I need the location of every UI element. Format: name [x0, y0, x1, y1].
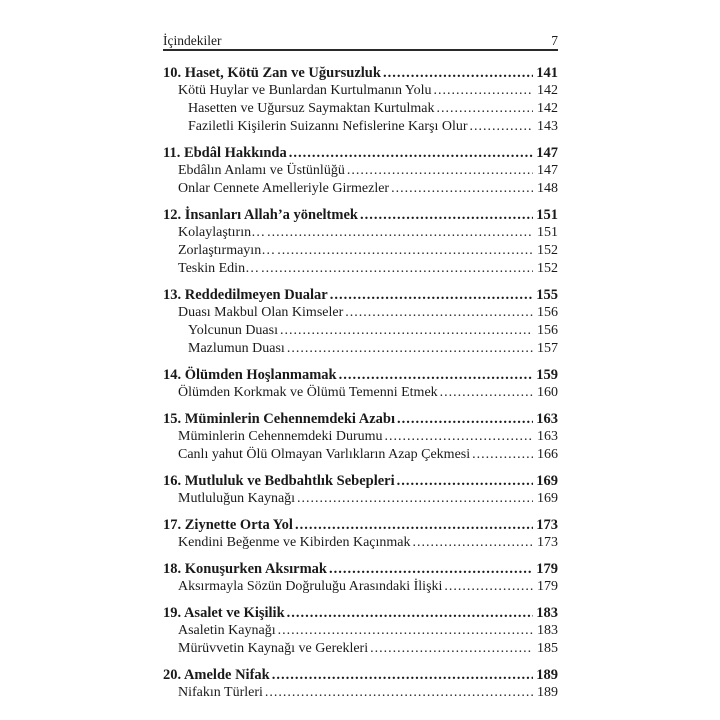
toc-entry-page: 142 [537, 101, 558, 116]
toc-entry [163, 304, 558, 322]
toc-entry [163, 640, 558, 658]
toc-entry [163, 666, 558, 684]
dot-leader [295, 516, 533, 534]
toc-entry [163, 446, 558, 464]
toc-entry-label: Teskin Edin… [178, 261, 260, 276]
toc-entry-label: 13. Reddedilmeyen Dualar [163, 287, 328, 303]
toc-entry-label: 14. Ölümden Hoşlanmamak [163, 367, 337, 383]
dot-leader [272, 666, 533, 684]
toc-entry-label: 17. Ziynette Orta Yol [163, 517, 293, 533]
toc-entry [163, 206, 558, 224]
toc-entry [163, 118, 558, 136]
dot-leader [280, 322, 533, 340]
toc-entry [163, 534, 558, 552]
toc-entry-page: 156 [537, 323, 558, 338]
dot-leader [330, 286, 533, 304]
toc-entry [163, 100, 558, 118]
dot-leader [472, 446, 533, 464]
dot-leader [287, 604, 533, 622]
dot-leader [261, 260, 533, 278]
dot-leader [278, 622, 533, 640]
toc-entry-label: Zorlaştırmayın… [178, 243, 276, 258]
toc-entry-page: 166 [537, 447, 558, 462]
toc-entry-page: 163 [537, 429, 558, 444]
toc-entry [163, 82, 558, 100]
dot-leader [277, 242, 533, 260]
dot-leader [297, 490, 533, 508]
toc-entry-page: 185 [537, 641, 558, 656]
dot-leader [434, 82, 533, 100]
toc-entry-page: 179 [536, 561, 558, 577]
toc-entry-label: 18. Konuşurken Aksırmak [163, 561, 327, 577]
toc-entry-label: Kolaylaştırın… [178, 225, 266, 240]
toc-entry-page: 169 [537, 491, 558, 506]
dot-leader [470, 118, 533, 136]
toc-entry [163, 622, 558, 640]
toc-entry-page: 183 [536, 605, 558, 621]
toc-entry-page: 189 [537, 685, 558, 700]
dot-leader [329, 560, 533, 578]
toc-entry-label: 19. Asalet ve Kişilik [163, 605, 285, 621]
toc-entry-page: 169 [536, 473, 558, 489]
toc-entry [163, 366, 558, 384]
toc-entry-page: 173 [536, 517, 558, 533]
toc-entry-page: 148 [537, 181, 558, 196]
toc-entry-page: 155 [536, 287, 558, 303]
toc-entry-page: 143 [537, 119, 558, 134]
toc-entry [163, 578, 558, 596]
toc-entry-label: Canlı yahut Ölü Olmayan Varlıkların Azap Çekmesi [178, 447, 471, 462]
toc-entry-label: Ebdâlın Anlamı ve Üstünlüğü [178, 163, 345, 178]
toc-entry-page: 179 [537, 579, 558, 594]
toc-entry-page: 173 [537, 535, 558, 550]
toc-entry-page: 147 [537, 163, 558, 178]
toc-entry [163, 64, 558, 82]
toc-entry-label: 15. Müminlerin Cehennemdeki Azabı [163, 411, 396, 427]
toc-entry-label: Mazlumun Duası [188, 341, 285, 356]
toc-entry-page: 159 [536, 367, 558, 383]
toc-entry-label: Faziletli Kişilerin Suizannı Nefislerine Karşı Olur [188, 119, 468, 134]
toc-entry [163, 516, 558, 534]
dot-leader [347, 162, 533, 180]
toc-entry [163, 242, 558, 260]
toc-entry-page: 183 [537, 623, 558, 638]
dot-leader [385, 428, 533, 446]
toc-entry-label: 11. Ebdâl Hakkında [163, 145, 287, 161]
toc-entry-label: Aksırmayla Sözün Doğruluğu Arasındaki İlişki [178, 579, 443, 594]
toc-entry [163, 560, 558, 578]
toc-entry [163, 224, 558, 242]
toc-entry-page: 142 [537, 83, 558, 98]
dot-leader [287, 340, 533, 358]
toc-entry-page: 157 [537, 341, 558, 356]
toc-entry-label: Duası Makbul Olan Kimseler [178, 305, 344, 320]
toc-entry-page: 152 [537, 261, 558, 276]
toc-entry [163, 180, 558, 198]
toc-entry [163, 144, 558, 162]
toc-entry [163, 684, 558, 702]
toc-list [163, 64, 558, 702]
dot-leader [383, 64, 533, 82]
toc-entry [163, 428, 558, 446]
toc-entry-label: 12. İnsanları Allah’a yöneltmek [163, 207, 358, 223]
header-page-number: 7 [551, 33, 558, 48]
toc-entry [163, 490, 558, 508]
dot-leader [345, 304, 533, 322]
toc-entry [163, 340, 558, 358]
page-content [163, 33, 558, 702]
toc-entry-label: 16. Mutluluk ve Bedbahtlık Sebepleri [163, 473, 395, 489]
dot-leader [339, 366, 533, 384]
toc-entry-page: 152 [537, 243, 558, 258]
toc-entry-label: Müminlerin Cehennemdeki Durumu [178, 429, 383, 444]
toc-entry [163, 162, 558, 180]
running-header [163, 33, 558, 51]
dot-leader [397, 472, 533, 490]
dot-leader [444, 578, 533, 596]
toc-entry-page: 141 [536, 65, 558, 81]
dot-leader [289, 144, 533, 162]
toc-entry-page: 156 [537, 305, 558, 320]
toc-entry [163, 260, 558, 278]
toc-entry-label: Mutluluğun Kaynağı [178, 491, 296, 506]
toc-entry [163, 604, 558, 622]
toc-entry-page: 147 [536, 145, 558, 161]
toc-entry-page: 151 [537, 225, 558, 240]
dot-leader [370, 640, 533, 658]
toc-entry [163, 410, 558, 428]
toc-entry [163, 286, 558, 304]
toc-entry-label: Asaletin Kaynağı [178, 623, 276, 638]
toc-entry-label: Mürüvvetin Kaynağı ve Gerekleri [178, 641, 369, 656]
toc-entry-label: 10. Haset, Kötü Zan ve Uğursuzluk [163, 65, 381, 81]
toc-entry-label: Kendini Beğenme ve Kibirden Kaçınmak [178, 535, 411, 550]
toc-entry-label: Yolcunun Duası [188, 323, 278, 338]
toc-entry-page: 151 [536, 207, 558, 223]
toc-entry-label: Onlar Cennete Amelleriyle Girmezler [178, 181, 390, 196]
toc-entry-page: 163 [536, 411, 558, 427]
toc-entry-page: 189 [536, 667, 558, 683]
toc-entry-label: Ölümden Korkmak ve Ölümü Temenni Etmek [178, 385, 438, 400]
dot-leader [265, 684, 533, 702]
dot-leader [412, 534, 533, 552]
toc-entry-label: Kötü Huylar ve Bunlardan Kurtulmanın Yolu [178, 83, 432, 98]
toc-entry [163, 322, 558, 340]
dot-leader [360, 206, 533, 224]
dot-leader [391, 180, 533, 198]
toc-entry [163, 384, 558, 402]
toc-entry-label: 20. Amelde Nifak [163, 667, 270, 683]
dot-leader [397, 410, 533, 428]
dot-leader [267, 224, 533, 242]
toc-entry-page: 160 [537, 385, 558, 400]
toc-entry-label: Hasetten ve Uğursuz Saymaktan Kurtulmak [188, 101, 435, 116]
toc-entry-label: Nifakın Türleri [178, 685, 263, 700]
header-title: İçindekiler [163, 33, 222, 48]
dot-leader [440, 384, 533, 402]
dot-leader [437, 100, 534, 118]
toc-entry [163, 472, 558, 490]
